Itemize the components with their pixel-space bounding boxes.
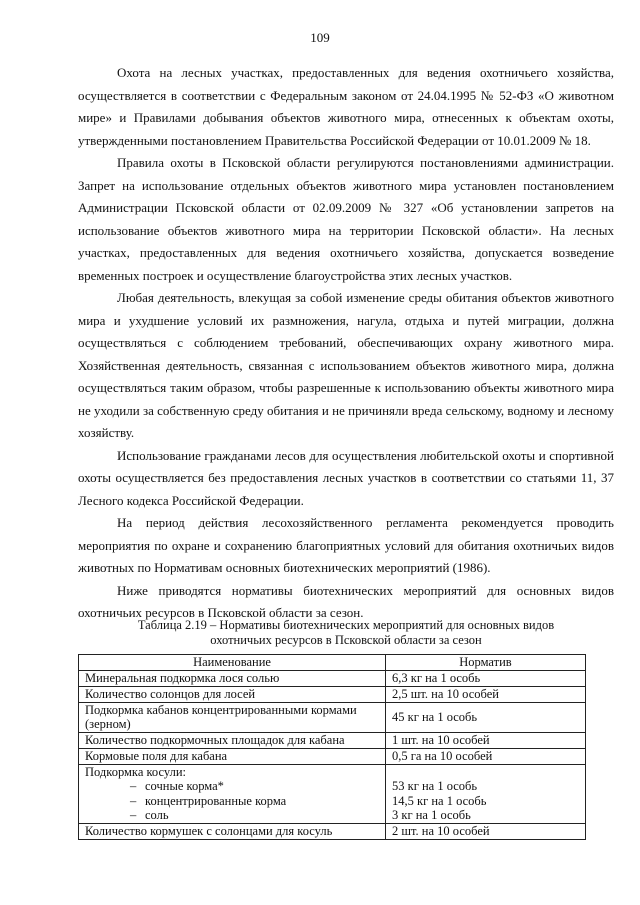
table-caption-line: Таблица 2.19 – Нормативы биотехнических мероприятий для основных видов [137,618,555,632]
column-header-name: Наименование [79,655,386,671]
norms-table [78,654,586,840]
table-row [79,823,586,839]
item-label: концентрированные корма [145,793,287,808]
dash-marker: – [130,779,137,793]
cell-name: Кормовые поля для кабана [79,748,386,764]
column-header-norm: Норматив [386,655,586,671]
norm-value: 3 кг на 1 особь [392,808,471,822]
table-header-row [79,655,586,671]
cell-norm: 45 кг на 1 особь [386,702,586,732]
paragraph: Использование гражданами лесов для осуществления любительской охоты и спортивной охоты осуществляется без предоставления лесных участков в соответствии со статьями 11, 37 Лесного кодекса Российской Федерации. [78,447,614,508]
cell-name: Количество солонцов для лосей [79,686,386,702]
cell-norm: 1 шт. на 10 особей [386,732,586,748]
norm-value: 14,5 кг на 1 особь [392,793,487,808]
paragraph: Правила охоты в Псковской области регулируются постановлениями администрации. Запрет на использование отдельных объектов животного мира установлен постановлением Администрации Псковской области от 02.09.2009 № 327 «Об установлении запретов на использование объектов животного мира на территории Псковской области». На лесных участках, предоставленных для ведения охотничьего хозяйства, допускается возведение временных построек и осуществление благоустройства этих лесных участков. [78,155,614,283]
table-caption-line: охотничьих ресурсов в Псковской области за сезон [210,633,482,647]
norm-spacer [392,765,579,780]
cell-name: Количество кормушек с солонцами для косуль [79,823,386,839]
list-item [85,794,379,809]
item-label: соль [145,808,169,822]
roe-deer-items [85,779,379,823]
page-number: 109 [310,30,330,45]
table-row [79,702,586,732]
dash-marker: – [130,793,137,808]
paragraph: На период действия лесохозяйственного регламента рекомендуется проводить мероприятия по охране и сохранению благоприятных условий для обитания охотничьих видов животных по Нормативам основных биотехнических мероприятий (1986). [78,515,614,575]
table-row-roe-deer [79,764,586,823]
dash-marker: – [130,808,137,822]
roe-deer-title: Подкормка косули: [85,764,186,779]
table-row [79,686,586,702]
cell-norm: 0,5 га на 10 особей [386,748,586,764]
item-label: сочные корма* [145,779,224,793]
cell-norm [386,764,586,823]
table-row [79,732,586,748]
cell-norm: 6,3 кг на 1 особь [386,670,586,686]
table-row [79,670,586,686]
norm-value: 53 кг на 1 особь [392,779,478,793]
table-row [79,748,586,764]
list-item [85,779,379,794]
cell-norm: 2 шт. на 10 особей [386,823,586,839]
paragraph: Ниже приводятся нормативы биотехнических мероприятий для основных видов охотничьих ресурсов в Псковской области за сезон. [78,582,614,620]
norm-list [392,765,579,823]
cell-norm: 2,5 шт. на 10 особей [386,686,586,702]
body-text [78,62,614,625]
paragraph: Охота на лесных участках, предоставленных для ведения охотничьего хозяйства, осуществляется в соответствии с Федеральным законом от 24.04.1995 № 52-ФЗ «О животном мире» и Правилами добывания объектов животного мира, отнесенных к объектам охоты, утвержденными постановлением Правительства Российской Федерации от 10.01.2009 № 18. [78,65,614,148]
cell-name [79,764,386,823]
paragraph: Любая деятельность, влекущая за собой изменение среды обитания объектов животного мира и ухудшение условий их размножения, нагула, отдыха и путей миграции, должна осуществляться с соблюдением требований, обеспечивающих охрану животного мира. Хозяйственная деятельность, связанная с использованием объектов животного мира, должна осуществляться таким образом, чтобы разрешенные к использованию объекты животного мира не уходили за собственную среду обитания и не причиняли вреда сельскому, водному и лесному хозяйству. [78,290,614,440]
table-caption [78,618,614,648]
cell-name: Подкормка кабанов концентрированными кормами (зерном) [79,702,386,732]
cell-name: Минеральная подкормка лося солью [79,670,386,686]
cell-name: Количество подкормочных площадок для кабана [79,732,386,748]
list-item [85,808,379,823]
